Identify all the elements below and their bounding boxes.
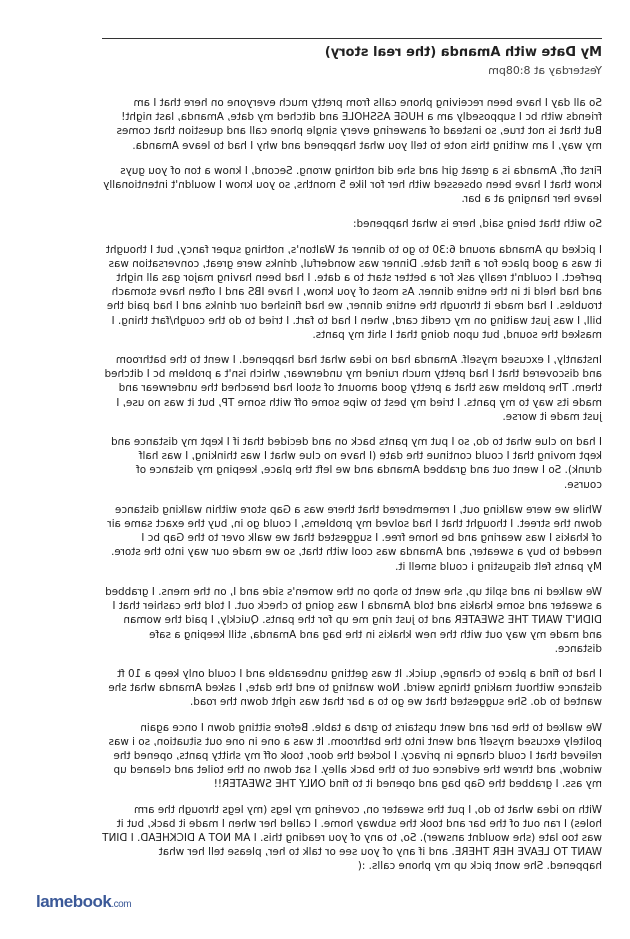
paragraph-5: Instantly, I excused myself. Amanda had no idea what had happened. I went to the bathroom and discovered that I had pretty much ruined my underwear, which isn't a problem bc I ditched them. The problem was that a pretty good amount of stool had breached the underwear and made its way to my pants. I tried my best to wipe some off with some TP, but it was no use, I just made it worse. <box>104 354 602 423</box>
lamebook-watermark <box>36 892 131 912</box>
watermark-tld: .com <box>111 899 132 910</box>
note-timestamp: Yesterday at 8:08pm <box>488 64 602 77</box>
paragraph-4: I picked up Amanda around 6:30 to go to dinner at Walton's, nothing super fancy, but I thought it was a good place for a first date. Dinner was wonderful, drinks were great, conversation was perfect. I couldn't really ask for a better start to a date. I had been having major gas all night and had held it in the entire dinner. As most of you know, I have IBS and I often have stomach troubles. I had made it through the entire dinner, we had finished our drinks and I had paid the bill, I was just waiting on my credit card, when I had to fart. I tried to do the cough/fart thing. I masked the sound, but upon doing that I shit my pants. <box>105 243 602 341</box>
top-divider <box>102 38 602 39</box>
paragraph-10: We walked to the bar and went upstairs to grab a table. Before sitting down I once again politely excused myself and went into the bathroom. It was a one in one out situation, so i was relieved that I could change in privacy. I locked the door, took off my shitty pants, opened the window, and threw the evidence out to the back alley. I sat down on the toilet and cleaned up my ass. I grabbed the Gap bag and opened it to find ONLY THE SWEATER!! <box>108 721 602 791</box>
paragraph-7: While we were walking out, I remembered that there was a Gap store within walking distance down the street. I thought that I had solved my problems, I could go in, buy the exact same air of khakis I was wearing and be home free. I suggested that we walk over to the Gap bc I needed to buy a sweater, and Amanda was cool with that, so we made our way into the store. My pants felt disgusting i could smell it. <box>107 503 602 573</box>
paragraph-11: With no idea what to do, I put the sweater on, covering my legs (my legs through the arm holes) I ran out of the bar and took the subway home. I called her when I made it back, but it was too late (she wouldnt answer). So, to any of you reading this. I AM NOT A DICKHEAD. I DINT WANT TO LEAVE HER THERE. and if any of you see or talk to her, please tell her what happened. She wont pick up my phone calls. :( <box>102 803 602 873</box>
note-body <box>102 96 602 874</box>
note <box>102 38 602 885</box>
paragraph-9: I had to find a place to change, quick. It was getting unbearable and I could only keep a 10 ft distance without making things weird. Now wanting to end the date, I asked Amanda what she wanted to do. She suggested that we go to a bar that was right down the road. <box>108 667 602 709</box>
paragraph-6: I had no clue what to do, so I put my pants back on and decided that if I kept my distance and kept moving that I could continue the date (I have no clue what I was thinking, I was half drunk). So I went out and grabbed Amanda and we left the place, keeping my distance of course. <box>110 436 602 491</box>
paragraph-1: So all day I have been receiving phone calls from pretty much everyone on here that I am friends with bc I supposedly am a HUGE ASSHOLE and ditched my date, Amanda, last night! But that is not true, so instead of answering every single phone call and question that comes my way, I am writing this note to tell you what happened and why I had to leave Amanda. <box>116 97 602 152</box>
paragraph-2: First off, Amanda is a great girl and she did nothing wrong. Second, I know a ton of you guys know that I have been obsessed with her for like 5 months, so you know I wouldn't intentionally leave her hanging at a bar. <box>103 164 602 206</box>
paragraph-3: So with that being said, here is what happened: <box>353 218 602 231</box>
note-title: My Date with Amanda (the real story) <box>324 45 602 60</box>
paragraph-8: We walked in and split up, she went to shop on the women's side and I, on the mens. I grabbed a sweater and some khakis and told Amanda I was going to check out. I told the cashier that I DIDN'T WANT THE SWEATER and to just ring me up for the pants. Quickly, I paid the woman and made my way out with the new khakis in the bag and Amanda, still keeping a safe distance. <box>105 585 602 655</box>
watermark-brand: lamebook <box>36 892 112 911</box>
